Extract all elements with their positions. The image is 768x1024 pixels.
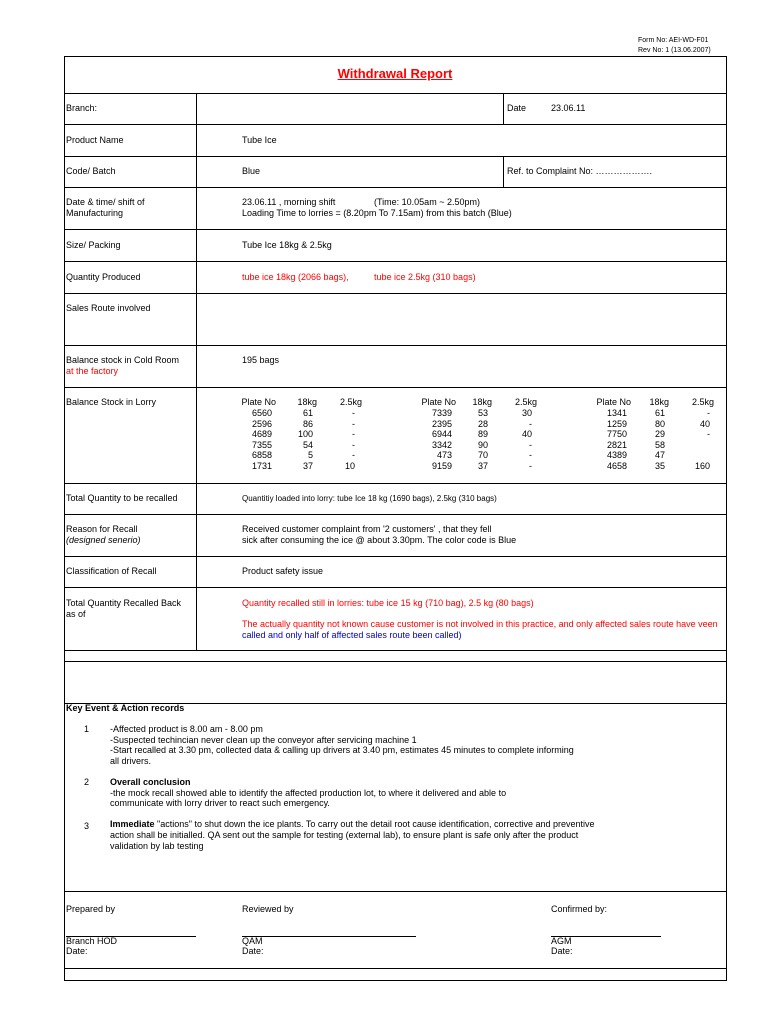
key-event-number: 3 [84, 821, 90, 831]
lorry-group3-plates [585, 408, 627, 472]
recalled-back-line1: Quantity recalled still in lorries: tube ice 15 kg (710 bag), 2.5 kg (80 bags) [242, 598, 534, 608]
cold-room-label-factory: at the factory [66, 366, 119, 376]
row-line [64, 293, 727, 294]
complaint-divider [503, 156, 504, 187]
lorry-cell: - [352, 450, 355, 461]
lorry-cell: 29 [654, 429, 665, 440]
lorry-cell: 10 [344, 460, 355, 471]
recalled-back-label: Total Quantity Recalled Back [66, 598, 182, 608]
lorry-cell: - [529, 418, 532, 429]
lorry-cell: 3342 [431, 439, 452, 450]
lorry-cell: 7750 [606, 429, 627, 440]
quantity-produced-2-5kg: tube ice 2.5kg (310 bags) [374, 272, 476, 282]
row-line [64, 661, 727, 662]
lorry-cell: 37 [302, 460, 313, 471]
row-line [64, 187, 727, 188]
lorry-cell: 4389 [606, 450, 627, 461]
lorry-cell: 37 [477, 460, 488, 471]
confirmed-by-label: Confirmed by: [551, 904, 608, 914]
lorry-cell: 1731 [251, 460, 272, 471]
lorry-cell: 1259 [606, 418, 627, 429]
lorry-group2-plates [410, 408, 452, 472]
key-event-2-heading: Overall conclusion [110, 777, 191, 787]
classification-label: Classification of Recall [66, 566, 157, 576]
recalled-back-sublabel: as of [66, 609, 86, 619]
lorry-cell: 80 [654, 418, 665, 429]
lorry-cell: 35 [654, 460, 665, 471]
lorry-cell [682, 450, 710, 461]
lorry-cell: 58 [654, 439, 665, 450]
key-event-1-line3: -Start recalled at 3.30 pm, collected data & calling up drivers at 3.40 pm, estimates 45 minutes to complete informing [110, 745, 574, 755]
date-reviewed-label: Date: [242, 946, 264, 956]
lorry-cell: 1341 [606, 408, 627, 418]
key-event-3-line1 [110, 819, 595, 830]
row-line [64, 261, 727, 262]
lorry-group1-plates [230, 408, 272, 472]
code-batch-label: Code/ Batch [66, 166, 116, 176]
lorry-cell: 61 [302, 408, 313, 418]
key-event-number: 1 [84, 724, 90, 734]
lorry-header-18kg: 18kg [649, 397, 669, 407]
lorry-group2-2-5kg [505, 408, 532, 472]
lorry-header-18kg: 18kg [297, 397, 317, 407]
row-line [64, 93, 727, 94]
row-line [64, 968, 727, 969]
row-line [64, 650, 727, 651]
label-column-divider [196, 93, 197, 650]
reviewed-by-label: Reviewed by [242, 904, 294, 914]
lorry-cell: - [352, 408, 355, 418]
row-line [64, 156, 727, 157]
revision-number: Rev No: 1 (13.06.2007) [638, 47, 711, 54]
lorry-cell: 30 [521, 408, 532, 418]
key-event-3-line2: action shall be initialled. QA sent out the sample for testing (external lab), to ensure plant is safe only after the product [110, 830, 579, 840]
key-event-1-line4: all drivers. [110, 756, 152, 766]
manufacturing-time: (Time: 10.05am ~ 2.50pm) [374, 197, 480, 207]
key-event-1-line2: -Suspected techincian never clean up the conveyor after servicing machine 1 [110, 735, 417, 745]
lorry-cell: 53 [477, 408, 488, 418]
complaint-ref: Ref. to Complaint No: ………………. [507, 166, 653, 176]
cold-room-label: Balance stock in Cold Room [66, 355, 180, 365]
sales-route-label: Sales Route involved [66, 303, 151, 313]
key-event-2-line1: -the mock recall showed able to identify the affected production lot, to where it delivered and able to [110, 788, 507, 798]
row-line [64, 387, 727, 388]
lorry-group2-18kg [460, 408, 488, 472]
lorry-cell: 7355 [251, 439, 272, 450]
lorry-cell: 61 [654, 408, 665, 418]
lorry-header-plate: Plate No [596, 397, 631, 407]
loading-time: Loading Time to lorries = (8.20pm To 7.15am) from this batch (Blue) [242, 208, 512, 218]
lorry-header-plate: Plate No [421, 397, 456, 407]
frame-left [64, 56, 65, 981]
key-events-heading: Key Event & Action records [66, 703, 185, 713]
recall-quantity-value: Quantitiy loaded into lorry: tube Ice 18 kg (1690 bags), 2.5kg (310 bags) [242, 494, 497, 503]
lorry-header-2-5kg: 2.5kg [339, 397, 362, 407]
reason-line2: sick after consuming the ice @ about 3.30pm. The color code is Blue [242, 535, 517, 545]
key-event-3-bold: Immediate [110, 819, 155, 829]
lorry-cell: 47 [654, 450, 665, 461]
lorry-cell: 4689 [251, 429, 272, 440]
lorry-cell: 28 [477, 418, 488, 429]
lorry-cell: 100 [297, 429, 313, 440]
lorry-group3-18kg [637, 408, 665, 472]
row-line [64, 229, 727, 230]
form-number: Form No: AEI-WD-F01 [638, 37, 709, 44]
frame-bottom [64, 980, 727, 981]
row-line [64, 587, 727, 588]
code-batch-value: Blue [242, 166, 261, 176]
key-event-2-line2: communicate with lorry driver to react such emergency. [110, 798, 330, 808]
row-line [64, 556, 727, 557]
lorry-cell: 2596 [251, 418, 272, 429]
lorry-cell: 40 [521, 429, 532, 440]
lorry-cell [682, 440, 710, 451]
product-name-value: Tube Ice [242, 135, 277, 145]
branch-label: Branch: [66, 103, 98, 113]
date-divider [503, 93, 504, 124]
lorry-group1-2-5kg [330, 408, 355, 472]
lorry-group3-2-5kg [682, 408, 710, 472]
lorry-group1-18kg [285, 408, 313, 472]
lorry-header-plate: Plate No [241, 397, 276, 407]
lorry-header-2-5kg: 2.5kg [691, 397, 714, 407]
lorry-cell: - [529, 450, 532, 461]
lorry-cell: 6944 [431, 429, 452, 440]
recall-quantity-label: Total Quantity to be recalled [66, 493, 178, 503]
manufacturing-label-line1: Date & time/ shift of [66, 197, 145, 207]
key-event-3-line3: validation by lab testing [110, 841, 204, 851]
reason-sublabel: (designed senerio) [66, 535, 141, 545]
row-line [64, 345, 727, 346]
lorry-cell: - [352, 418, 355, 429]
quantity-produced-18kg: tube ice 18kg (2066 bags), [242, 272, 349, 282]
lorry-cell: - [529, 460, 532, 471]
lorry-stock-label: Balance Stock in Lorry [66, 397, 157, 407]
agm-label: AGM [551, 936, 572, 946]
report-title: Withdrawal Report [337, 66, 453, 81]
date-label: Date [507, 103, 527, 113]
reason-line1: Received customer complaint from '2 customers' , that they fell [242, 524, 492, 534]
lorry-cell: 70 [477, 450, 488, 461]
recalled-back-line2: The actually quantity not known cause customer is not involved in this practice, and only affected sales route have veen [242, 619, 718, 629]
lorry-cell: 6858 [251, 450, 272, 461]
reason-label: Reason for Recall [66, 524, 138, 534]
lorry-cell: 5 [307, 450, 313, 461]
date-prepared-label: Date: [66, 946, 88, 956]
lorry-cell: - [529, 439, 532, 450]
lorry-cell: - [707, 408, 710, 418]
lorry-cell: 2395 [431, 418, 452, 429]
lorry-cell: - [707, 429, 710, 440]
prepared-by-label: Prepared by [66, 904, 116, 914]
qam-label: QAM [242, 936, 263, 946]
manufacturing-shift: 23.06.11 , morning shift [242, 197, 336, 207]
date-value: 23.06.11 [551, 103, 586, 113]
frame-top [64, 56, 727, 57]
quantity-produced-label: Quantity Produced [66, 272, 141, 282]
size-packing-label: Size/ Packing [66, 240, 121, 250]
product-name-label: Product Name [66, 135, 124, 145]
signature-line-reviewed [242, 936, 416, 937]
cold-room-value: 195 bags [242, 355, 280, 365]
key-event-1-line1: -Affected product is 8.00 am - 8.00 pm [110, 724, 263, 734]
date-confirmed-label: Date: [551, 946, 573, 956]
classification-value: Product safety issue [242, 566, 324, 576]
lorry-cell: 86 [302, 418, 313, 429]
lorry-cell: - [352, 439, 355, 450]
row-line [64, 514, 727, 515]
lorry-header-2-5kg: 2.5kg [514, 397, 537, 407]
lorry-cell: 6560 [251, 408, 272, 418]
row-line [64, 124, 727, 125]
lorry-cell: 40 [699, 418, 710, 429]
key-event-number: 2 [84, 777, 90, 787]
lorry-cell: 89 [477, 429, 488, 440]
lorry-cell: 90 [477, 439, 488, 450]
lorry-cell: 4658 [606, 460, 627, 471]
row-line [64, 891, 727, 892]
key-event-3-text: "actions" to shut down the ice plants. To carry out the detail root cause identification, corrective and preventive [154, 819, 595, 829]
lorry-header-18kg: 18kg [472, 397, 492, 407]
lorry-cell: 7339 [431, 408, 452, 418]
lorry-cell: 54 [302, 439, 313, 450]
branch-hod-label: Branch HOD [66, 936, 118, 946]
lorry-cell: 473 [436, 450, 452, 461]
lorry-cell: 9159 [431, 460, 452, 471]
frame-right [726, 56, 727, 981]
size-packing-value: Tube Ice 18kg & 2.5kg [242, 240, 332, 250]
lorry-cell: - [352, 429, 355, 440]
manufacturing-label-line2: Manufacturing [66, 208, 124, 218]
lorry-cell: 2821 [606, 439, 627, 450]
row-line [64, 483, 727, 484]
recalled-back-line3: called and only half of affected sales route been called) [242, 630, 462, 640]
lorry-cell: 160 [694, 460, 710, 471]
